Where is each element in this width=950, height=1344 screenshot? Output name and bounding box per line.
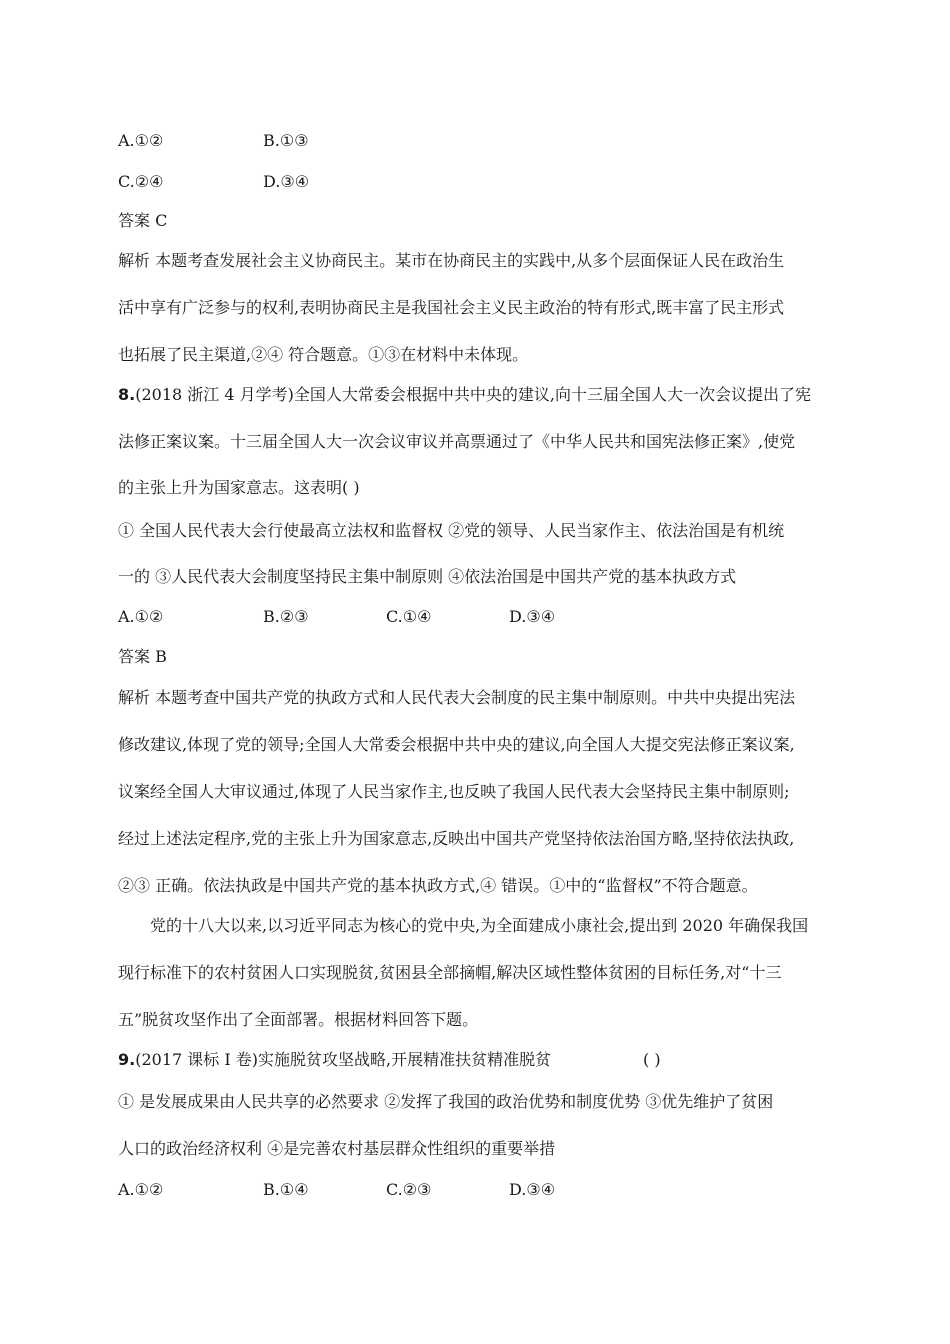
q8-option-a: A.①② [118,607,164,626]
q7-analysis-line: 活中享有广泛参与的权利,表明协商民主是我国社会主义民主政治的特有形式,既丰富了民主形式 [118,298,785,317]
q9-stem [118,1050,551,1070]
q8-analysis-line: 议案经全国人大审议通过,体现了人民当家作主,也反映了我国人民代表大会坚持民主集中制原则; [118,782,790,801]
q8-analysis-line: 修改建议,体现了党的领导;全国人大常委会根据中共中央的建议,向全国人大提交宪法修正案议案, [118,735,795,754]
q8-stem-text: (2018 浙江 4 月学考)全国人大常委会根据中共中央的建议,向十三届全国人大一次会议提出了宪 [135,385,811,404]
q7-answer: 答案 C [118,211,168,230]
q9-statement-line: ① 是发展成果由人民共享的必然要求 ②发挥了我国的政治优势和制度优势 ③优先维护了贫困 [118,1092,774,1111]
q9-option-d: D.③④ [509,1180,556,1199]
q7-analysis-line: 解析 本题考查发展社会主义协商民主。某市在协商民主的实践中,从多个层面保证人民在政治生 [118,251,785,270]
q7-option-c: C.②④ [118,172,164,191]
q8-statement-line: ① 全国人民代表大会行使最高立法权和监督权 ②党的领导、人民当家作主、依法治国是有机统 [118,521,785,540]
q8-option-c: C.①④ [386,607,432,626]
q9-option-c: C.②③ [386,1180,432,1199]
material-line: 五”脱贫攻坚作出了全面部署。根据材料回答下题。 [118,1010,479,1029]
q9-option-a: A.①② [118,1180,164,1199]
material-line: 党的十八大以来,以习近平同志为核心的党中央,为全面建成小康社会,提出到 2020 年确保我国 [150,916,809,935]
q8-option-b: B.②③ [263,607,309,626]
q8-statement-line: 一的 ③人民代表大会制度坚持民主集中制原则 ④依法治国是中国共产党的基本执政方式 [118,567,737,586]
q8-option-d: D.③④ [509,607,556,626]
q9-option-b: B.①④ [263,1180,309,1199]
q8-analysis-line: 解析 本题考查中国共产党的执政方式和人民代表大会制度的民主集中制原则。中共中央提出宪法 [118,688,796,707]
q8-analysis-line: 经过上述法定程序,党的主张上升为国家意志,反映出中国共产党坚持依法治国方略,坚持依法执政, [118,829,795,848]
q9-answer-paren: ( ) [643,1050,661,1069]
q8-analysis-line: ②③ 正确。依法执政是中国共产党的基本执政方式,④ 错误。①中的“监督权”不符合题意。 [118,876,758,895]
q8-stem-line: 法修正案议案。十三届全国人大一次会议审议并高票通过了《中华人民共和国宪法修正案》,使党 [118,432,796,451]
q7-analysis-line: 也拓展了民主渠道,②④ 符合题意。①③在材料中未体现。 [118,345,529,364]
q8-stem-first-line [118,385,811,405]
q8-stem-line: 的主张上升为国家意志。这表明( ) [118,478,360,497]
q9-statement-line: 人口的政治经济权利 ④是完善农村基层群众性组织的重要举措 [118,1139,556,1158]
material-line: 现行标准下的农村贫困人口实现脱贫,贫困县全部摘帽,解决区域性整体贫困的目标任务,对“十三 [118,963,782,982]
q8-number: 8. [118,385,136,404]
q7-option-d: D.③④ [263,172,310,191]
q8-answer: 答案 B [118,647,167,666]
q9-stem-text: (2017 课标 Ⅰ 卷)实施脱贫攻坚战略,开展精准扶贫精准脱贫 [135,1050,552,1069]
q7-option-b: B.①③ [263,131,309,150]
q9-number: 9. [118,1050,136,1069]
q7-option-a: A.①② [118,131,164,150]
